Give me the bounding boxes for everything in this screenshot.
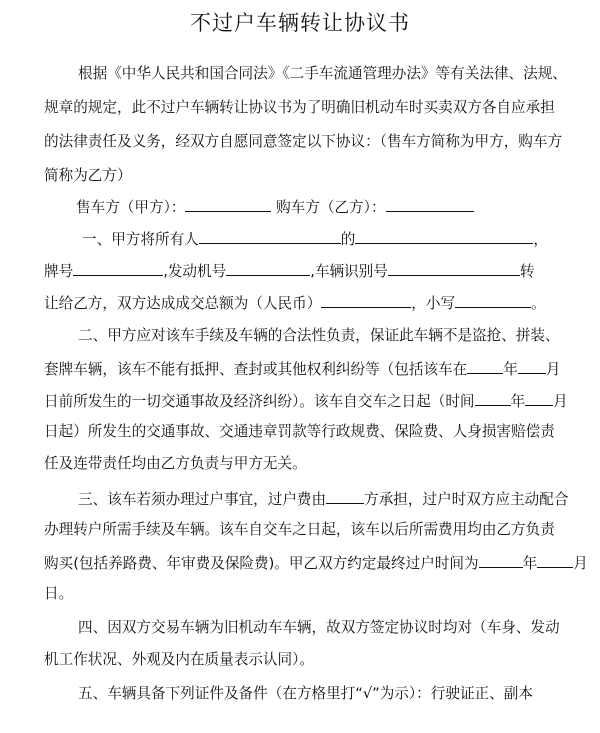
fill-in-blank[interactable] [185,196,271,212]
paragraph-line [44,454,307,474]
line-text: 规章的规定，此不过户车辆转让协议书为了明确旧机动车时买卖双方各自应承担 [44,99,555,116]
paragraph-line [78,618,560,638]
fill-in-blank[interactable] [321,292,411,308]
document-title: 不过户车辆转让协议书 [190,11,410,35]
line-text: 年 [510,393,526,410]
paragraph-line [44,132,562,152]
line-text: 的法律责任及义务，经双方自愿同意签定以下协议：（售车方简称为甲方，购车方 [44,133,563,150]
fill-in-blank[interactable] [537,552,573,568]
line-text: 办理转户所需手续及车辆。该车自交车之日起，该车以后所需费用均由乙方负责 [44,521,555,538]
line-text: 月 [545,361,561,378]
fill-in-blank[interactable] [518,358,546,374]
line-text: 根据《中华人民共和国合同法》《二手车流通管理办法》等有关法律、法规、 [78,65,567,82]
line-text: ,发动机号 [163,263,227,280]
line-text: ，小写 [411,295,456,312]
line-text: 让给乙方，双方达成成交总额为（人民币） [44,295,322,312]
line-text: 日前所发生的一切交通事故及经济纠纷）。该车自交车之日起（时间 [44,393,475,410]
line-text: 三、该车若须办理过户事宜，过户费由 [78,491,327,508]
line-text: 购车方（乙方）： [271,199,386,216]
line-text: ,车辆识别号 [310,263,388,280]
line-text: 月 [573,555,588,572]
paragraph-line [78,326,560,346]
line-text: 。 [531,295,546,312]
paragraph-line [44,98,555,118]
fill-in-blank[interactable] [388,260,520,276]
line-text: 四、因双方交易车辆为旧机动车车辆，故双方签定协议时均对（车身、发动 [78,619,560,636]
paragraph-line [44,584,73,604]
line-text: 的 [340,231,356,248]
line-text: 一、甲方将所有人 [82,231,199,248]
line-text: 年 [503,361,518,378]
paragraph-line [78,64,567,84]
line-text: 日起）所发生的交通事故、交通违章罚款等行政规费、保险费、人身损害赔偿责 [44,423,555,440]
line-text: 五、车辆具备下列证件及备件（在方格里打“√”为示）：行驶证正、副本 [78,685,533,702]
paragraph-line [44,422,555,442]
line-text: 套牌车辆，该车不能有抵押、查封或其他权利纠纷等（包括该车在 [44,361,468,378]
paragraph-line [44,552,588,574]
paragraph-line [78,488,568,510]
line-text: 二、甲方应对该车手续及车辆的合法性负责，保证此车辆不是盗抢、拼装、 [78,327,560,344]
paragraph-line [82,228,548,250]
fill-in-blank[interactable] [386,196,474,212]
fill-in-blank[interactable] [73,260,163,276]
fill-in-blank[interactable] [199,228,341,244]
line-text: 月 [553,393,568,410]
line-text: 机工作状况、外观及内在质量表示认同）。 [44,651,314,668]
line-text: 日。 [44,585,74,602]
fill-in-blank[interactable] [355,228,533,244]
line-text: 购买(包括养路费、年审费及保险费)。甲乙双方约定最终过户时间为 [44,555,479,572]
fill-in-blank[interactable] [467,358,503,374]
line-text: 牌号 [44,263,74,280]
paragraph-line [76,196,474,218]
paragraph-line [44,358,560,380]
fill-in-blank[interactable] [326,488,364,504]
paragraph-line [44,390,568,412]
fill-in-blank[interactable] [479,552,523,568]
line-text: 转 [519,263,535,280]
line-text: 简称为乙方） [44,167,132,184]
paragraph-line [44,520,555,540]
fill-in-blank[interactable] [226,260,310,276]
paragraph-line [44,260,534,282]
line-text: 售车方（甲方）： [76,199,186,216]
paragraph-line [78,684,533,704]
paragraph-line [44,292,546,314]
paragraph-line [44,650,314,670]
fill-in-blank[interactable] [475,390,511,406]
fill-in-blank[interactable] [525,390,553,406]
paragraph-line [44,166,132,186]
line-text: 任及连带责任均由乙方负责与甲方无关。 [44,455,307,472]
line-text: ， [533,231,548,248]
line-text: 方承担，过户时双方应主动配合 [364,491,569,508]
fill-in-blank[interactable] [455,292,531,308]
line-text: 年 [522,555,538,572]
